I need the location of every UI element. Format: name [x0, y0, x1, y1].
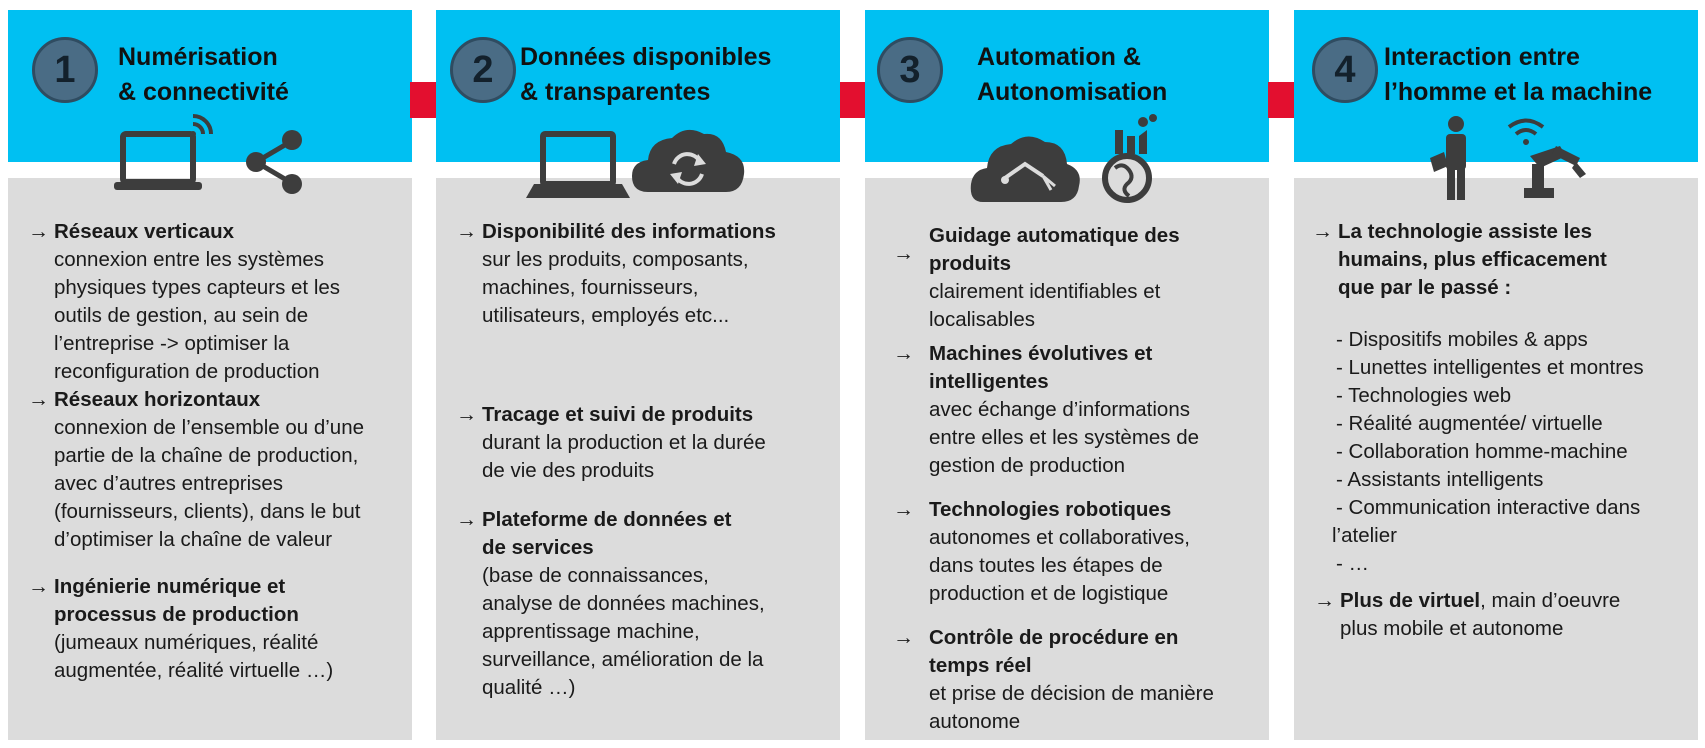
step-number-2: 2: [450, 37, 516, 103]
step-number-1: 1: [32, 37, 98, 103]
column-2-title: Données disponibles & transparentes: [520, 43, 772, 106]
list-item: → Plus de virtuel, main d’oeuvre plus mobile et autonome: [1314, 589, 1621, 640]
list-item: → Réseaux verticaux connexion entre les systèmes physiques types capteurs et les outils de gestion, au sein de l’entreprise -> optimiser la reconfiguration de production: [28, 220, 341, 383]
robot-arm-icon: [1524, 146, 1586, 198]
column-2-icons: [436, 112, 840, 212]
share-icon: [246, 130, 302, 194]
column-1: [8, 0, 412, 748]
person-icon: [1430, 116, 1466, 200]
list-item: → Ingénierie numérique et processus de production (jumeaux numériques, réalité augmentée, réalité virtuelle …): [28, 575, 334, 682]
column-3-title: Automation & Autonomisation: [977, 43, 1168, 106]
list-item: → La technologie assiste les humains, plus efficacement que par le passé :: [1312, 220, 1607, 299]
column-1-title: Numérisation & connectivité: [118, 43, 289, 106]
list-item: → Technologies robotiques autonomes et collaboratives, dans toutes les étapes de production et de logistique: [893, 498, 1190, 605]
bullet-list: - Dispositifs mobiles & apps - Lunettes intelligentes et montres - Technologies web - Réalité augmentée/ virtuelle - Collaboration homme-machine - Assistants intelligents - Communication interactive dans l’atelier - …: [1332, 328, 1644, 575]
step-number-3: 3: [877, 37, 943, 103]
wifi-icon: [190, 116, 211, 137]
column-2: [436, 0, 840, 748]
laptop-icon: [526, 134, 630, 198]
column-4-title: Interaction entre l’homme et la machine: [1384, 43, 1653, 106]
connector-2-3: [840, 82, 868, 118]
column-3: [865, 0, 1269, 748]
step-number-4: 4: [1312, 37, 1378, 103]
cloud-sync-icon: [632, 130, 744, 192]
wifi-icon: [1509, 121, 1543, 146]
globe-factory-icon: [1105, 114, 1157, 200]
column-4: [1294, 0, 1698, 748]
column-3-icons: [865, 112, 1269, 212]
list-item: → Tracage et suivi de produits durant la production et la durée de vie des produits: [456, 403, 766, 482]
list-item: → Disponibilité des informations sur les produits, composants, machines, fournisseurs, utilisateurs, employés etc...: [456, 220, 776, 327]
list-item: → Contrôle de procédure en temps réel et prise de décision de manière autonome: [893, 626, 1214, 733]
column-4-icons: [1294, 112, 1698, 212]
connector-3-4: [1268, 82, 1296, 118]
connector-1-2: [410, 82, 438, 118]
list-item: → Guidage automatique des produits clairement identifiables et localisables: [893, 224, 1180, 331]
column-1-icons: [8, 112, 412, 212]
cloud-robot-icon: [971, 136, 1080, 202]
list-item: → Plateforme de données et de services (base de connaissances, analyse de données machines, apprentissage machine, surveillance, amélioration de la qualité …): [456, 508, 765, 699]
laptop-icon: [114, 134, 202, 190]
list-item: → Réseaux horizontaux connexion de l’ensemble ou d’une partie de la chaîne de production, avec d’autres entreprises (fournisseurs, clients), dans le but d’optimiser la chaîne de valeur: [28, 388, 365, 551]
list-item: → Machines évolutives et intelligentes avec échange d’informations entre elles et les systèmes de gestion de production: [893, 342, 1200, 477]
